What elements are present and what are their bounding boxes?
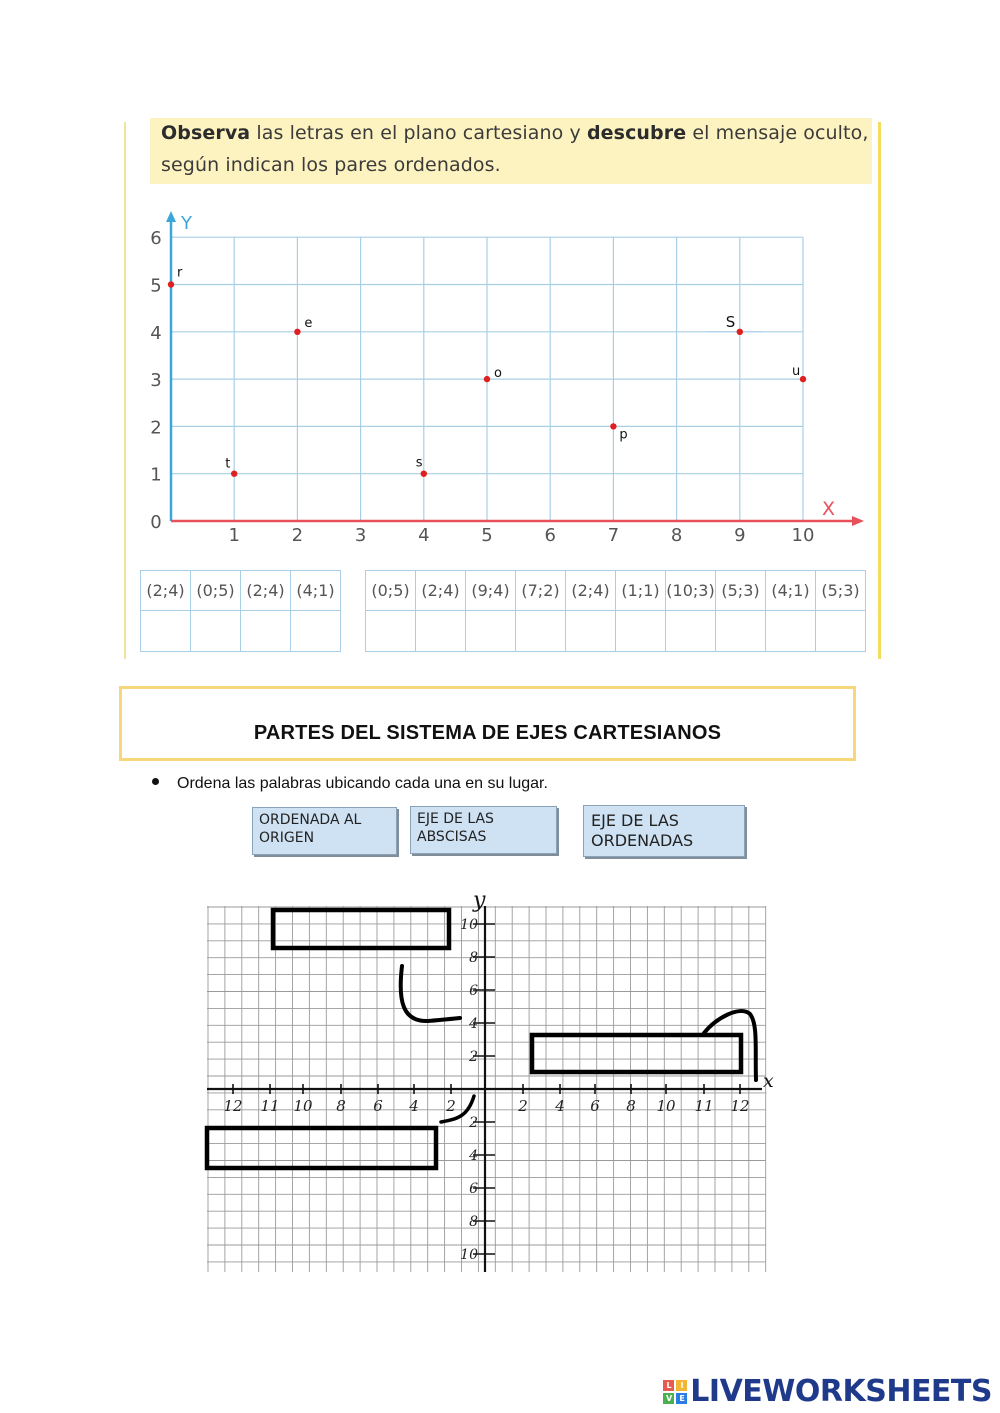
y-tick-label: 6 xyxy=(150,228,162,250)
y-tick-label: 6 xyxy=(469,1181,478,1197)
pair-cell: (4;1) xyxy=(291,571,341,611)
point-label: s xyxy=(415,455,423,471)
x-tick-label: 8 xyxy=(626,1097,636,1115)
x-tick-label: 7 xyxy=(607,525,620,546)
x-tick-label: 12 xyxy=(223,1097,243,1115)
instruction-line-1: Observa las letras en el plano cartesiano y descubre el mensaje oculto, xyxy=(161,122,869,144)
pair-cell: (10;3) xyxy=(666,571,716,611)
y-tick-label: 10 xyxy=(460,1247,478,1263)
x-tick-label: 8 xyxy=(336,1097,346,1115)
x-tick-label: 10 xyxy=(791,525,815,546)
x-tick-label: 8 xyxy=(670,525,683,546)
x-tick-label: 3 xyxy=(354,525,367,546)
x-axis-label: X xyxy=(822,498,836,520)
instruction-line-2: según indican los pares ordenados. xyxy=(161,154,501,176)
x-tick-label: 2 xyxy=(446,1097,456,1115)
point-label: r xyxy=(177,265,183,281)
pair-cell: (0;5) xyxy=(366,571,416,611)
y-tick-label: 3 xyxy=(150,370,162,392)
pair-cell: (2;4) xyxy=(141,571,191,611)
answer-drop-box[interactable] xyxy=(273,910,449,948)
brand-text: LIVEWORKSHEETS xyxy=(690,1374,992,1409)
pair-cell: (2;4) xyxy=(241,571,291,611)
point-label: p xyxy=(619,427,628,443)
pair-cell: (2;4) xyxy=(566,571,616,611)
y-tick-label: 0 xyxy=(150,512,162,533)
y-tick-label: 8 xyxy=(469,950,478,966)
y-tick-label: 5 xyxy=(150,275,162,297)
point-label: e xyxy=(304,315,313,331)
x-tick-label: 4 xyxy=(409,1097,419,1115)
x-tick-label: 2 xyxy=(518,1097,528,1115)
pair-cell: (7;2) xyxy=(516,571,566,611)
y-tick-label: 4 xyxy=(469,1016,478,1032)
y-tick-label: 6 xyxy=(469,983,478,999)
y-tick-label: 2 xyxy=(150,417,162,439)
x-tick-label: 9 xyxy=(734,525,746,546)
x-tick-label: 6 xyxy=(544,525,556,546)
point-label: u xyxy=(792,364,801,380)
x-tick-label: 11 xyxy=(260,1097,280,1115)
x-axis-label: x xyxy=(763,1070,774,1092)
x-tick-label: 2 xyxy=(291,525,304,546)
pair-cell: (5;3) xyxy=(816,571,866,611)
word-card-eje-abscisas[interactable]: EJE DE LAS ABSCISAS xyxy=(410,806,557,854)
word-card-eje-ordenadas[interactable]: EJE DE LAS ORDENADAS xyxy=(583,805,745,857)
point-label: o xyxy=(494,366,502,382)
bullet-text: Ordena las palabras ubicando cada una en su lugar. xyxy=(177,775,548,792)
y-tick-label: 10 xyxy=(460,917,478,933)
x-tick-label: 11 xyxy=(694,1097,714,1115)
point-label: S xyxy=(725,312,736,331)
pair-cell: (1;1) xyxy=(616,571,666,611)
y-axis-label: y xyxy=(473,888,486,913)
liveworksheets-logo-icon: L I V E xyxy=(663,1380,687,1404)
y-tick-label: 2 xyxy=(469,1049,478,1065)
y-tick-label: 2 xyxy=(469,1115,478,1131)
pointer-stroke-abscissa xyxy=(704,1011,756,1080)
x-tick-label: 1 xyxy=(228,525,240,546)
y-tick-label: 8 xyxy=(469,1214,478,1230)
section-title: PARTES DEL SISTEMA DE EJES CARTESIANOS xyxy=(253,722,722,744)
y-axis-label: Y xyxy=(181,213,192,234)
y-tick-label: 1 xyxy=(150,464,162,486)
x-tick-label: 10 xyxy=(293,1097,313,1115)
x-tick-label: 5 xyxy=(481,525,493,546)
pair-cell: (0;5) xyxy=(191,571,241,611)
word-card-ordenada-al-origen[interactable]: ORDENADA AL ORIGEN xyxy=(252,807,397,855)
pair-cell: (5;3) xyxy=(716,571,766,611)
x-tick-label: 10 xyxy=(656,1097,676,1115)
x-tick-label: 4 xyxy=(555,1097,565,1115)
y-tick-label: 4 xyxy=(150,322,162,344)
x-tick-label: 6 xyxy=(373,1097,383,1115)
x-tick-label: 4 xyxy=(418,525,430,546)
brand-logo xyxy=(663,1374,992,1409)
point-label: t xyxy=(225,456,231,472)
pair-cell: (4;1) xyxy=(766,571,816,611)
pair-cell: (2;4) xyxy=(416,571,466,611)
x-tick-label: 6 xyxy=(590,1097,600,1115)
x-tick-label: 12 xyxy=(730,1097,750,1115)
pair-cell: (9;4) xyxy=(466,571,516,611)
y-tick-label: 4 xyxy=(469,1148,478,1164)
